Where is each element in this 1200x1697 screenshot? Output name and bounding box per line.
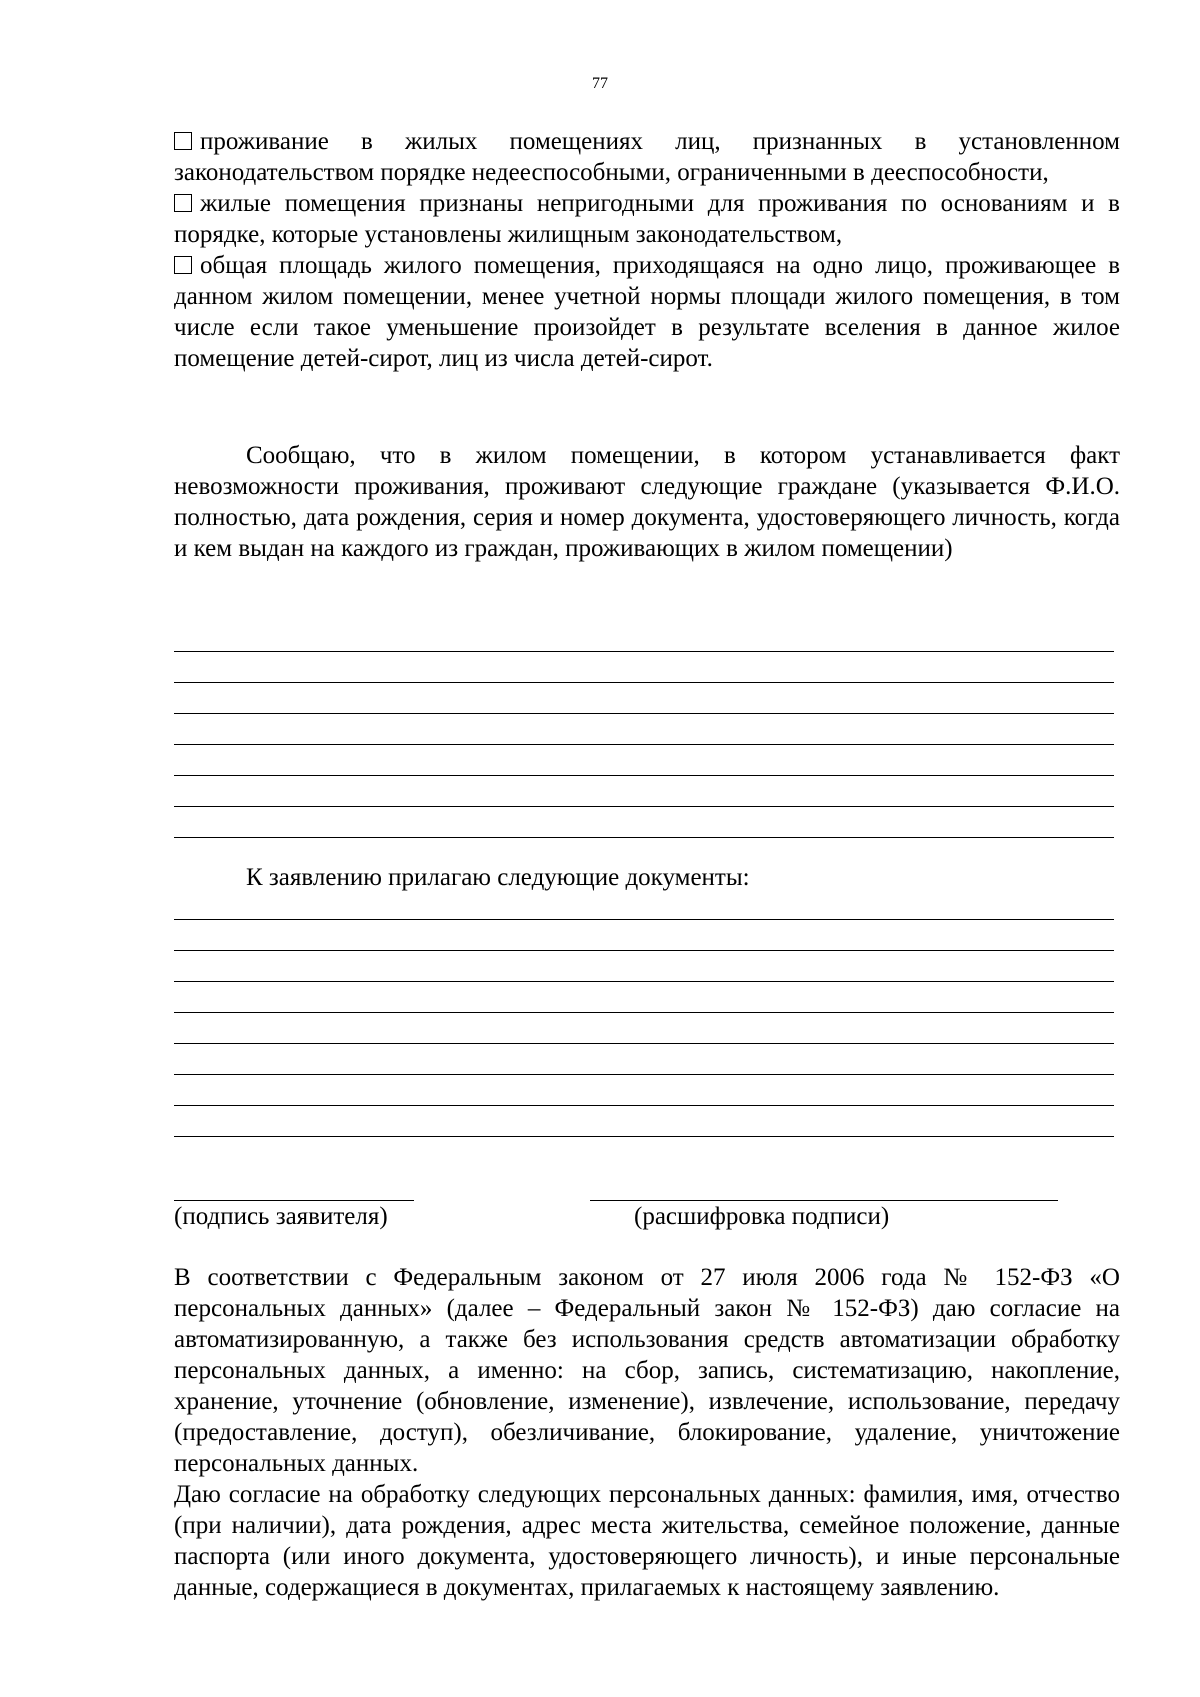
fill-line[interactable] xyxy=(174,1074,1114,1075)
fill-line[interactable] xyxy=(174,744,1114,745)
page-number: 77 xyxy=(592,75,608,92)
checkbox-icon[interactable] xyxy=(174,256,192,274)
fill-line[interactable] xyxy=(174,1012,1114,1013)
residents-block xyxy=(174,440,1120,564)
condition-text: общая площадь жилого помещения, приходящаяся на одно лицо, проживающее в данном жилом помещении, менее учетной нормы площади жилого помещения, в том числе если такое уменьшение произойдет в результате вселения в данное жилое помещение детей-сирот, лиц из числа детей-сирот. xyxy=(174,252,1120,372)
signature-decoding-line[interactable] xyxy=(590,1200,1058,1201)
condition-text: проживание в жилых помещениях лиц, признанных в установленном законодательством порядке недееспособными, ограниченными в дееспособности, xyxy=(174,128,1120,186)
condition-text: жилые помещения признаны непригодными для проживания по основаниям и в порядке, которые установлены жилищным законодательством, xyxy=(174,190,1120,248)
condition-item-area-below-norm xyxy=(174,250,1120,374)
attachments-block xyxy=(174,862,1120,893)
fill-line[interactable] xyxy=(174,775,1114,776)
signature-decoding-caption: (расшифровка подписи) xyxy=(634,1203,890,1230)
applicant-signature-caption: (подпись заявителя) xyxy=(174,1203,388,1230)
consent-data-list-paragraph: Даю согласие на обработку следующих персональных данных: фамилия, имя, отчество (при наличии), дата рождения, адрес места жительства, семейное положение, данные паспорта (или иного документа, удостоверяющего личность), и иные персональные данные, содержащиеся в документах, прилагаемых к настоящему заявлению. xyxy=(174,1481,1120,1601)
fill-line[interactable] xyxy=(174,806,1114,807)
checkbox-icon[interactable] xyxy=(174,132,192,150)
condition-item-incapacity xyxy=(174,126,1120,188)
fill-line[interactable] xyxy=(174,919,1114,920)
fill-line[interactable] xyxy=(174,1105,1114,1106)
fill-line[interactable] xyxy=(174,981,1114,982)
conditions-block xyxy=(174,126,1120,374)
residents-paragraph: Сообщаю, что в жилом помещении, в котором устанавливается факт невозможности проживания, проживают следующие граждане (указывается Ф.И.О. полностью, дата рождения, серия и номер документа, удостоверяющего личность, когда и кем выдан на каждого из граждан, проживающих в жилом помещении) xyxy=(174,442,1120,562)
condition-item-unfit-housing xyxy=(174,188,1120,250)
fill-line[interactable] xyxy=(174,950,1114,951)
fill-line[interactable] xyxy=(174,837,1114,838)
fill-line[interactable] xyxy=(174,651,1114,652)
consent-block xyxy=(174,1262,1120,1603)
fill-line[interactable] xyxy=(174,1043,1114,1044)
checkbox-icon[interactable] xyxy=(174,194,192,212)
fill-line[interactable] xyxy=(174,1136,1114,1137)
fill-line[interactable] xyxy=(174,682,1114,683)
fill-line[interactable] xyxy=(174,713,1114,714)
consent-paragraph: В соответствии с Федеральным законом от 27 июля 2006 года № 152-ФЗ «О персональных данных» (далее – Федеральный закон № 152-ФЗ) даю согласие на автоматизированную, а также без использования средств автоматизации обработку персональных данных, а именно: на сбор, запись, систематизацию, накопление, хранение, уточнение (обновление, изменение), извлечение, использование, передачу (предоставление, доступ), обезличивание, блокирование, удаление, уничтожение персональных данных. xyxy=(174,1264,1120,1477)
attachments-heading: К заявлению прилагаю следующие документы: xyxy=(246,864,750,891)
applicant-signature-line[interactable] xyxy=(174,1200,414,1201)
